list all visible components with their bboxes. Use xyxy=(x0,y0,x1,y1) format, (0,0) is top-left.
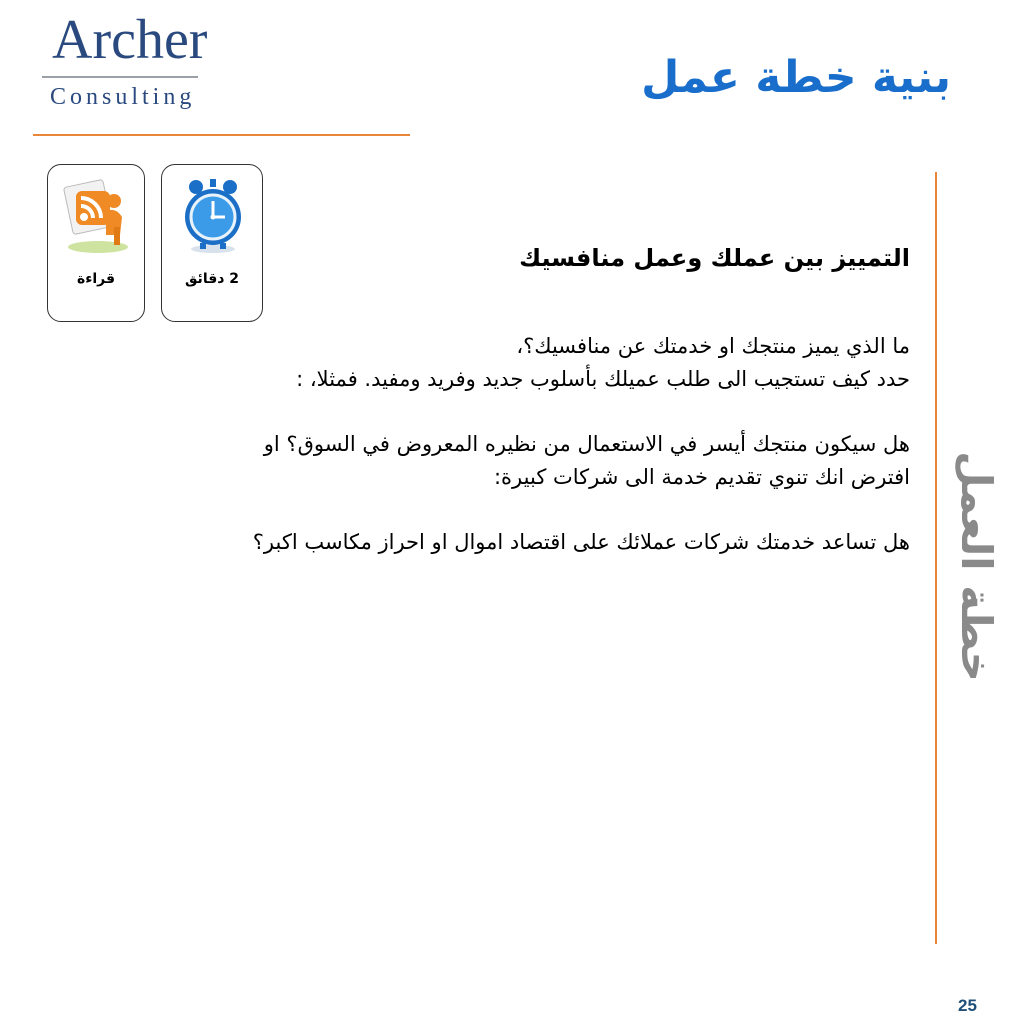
header-rule xyxy=(33,134,410,136)
content-heading: التمييز بين عملك وعمل منافسيك xyxy=(519,244,910,272)
paragraph-1-line-2: حدد كيف تستجيب الى طلب عميلك بأسلوب جديد وفريد ومفيد. فمثلا، : xyxy=(296,367,910,391)
logo-subtitle: Consulting xyxy=(50,84,196,110)
paragraph-3-line-1: هل تساعد خدمتك شركات عملائك على اقتصاد اموال او احراز مكاسب اكبر؟ xyxy=(252,530,910,554)
paragraph-1 xyxy=(40,330,910,396)
paragraph-3 xyxy=(40,526,910,559)
section-side-label xyxy=(951,450,1001,682)
paragraph-2-line-1: هل سيكون منتجك أيسر في الاستعمال من نظيره المعروض في السوق؟ او xyxy=(263,432,910,456)
page-number: 25 xyxy=(958,996,977,1015)
logo-divider xyxy=(42,76,198,78)
archer-consulting-logo xyxy=(42,8,208,118)
paragraph-2 xyxy=(40,428,910,494)
content-body xyxy=(40,238,910,559)
paragraph-2-line-2: افترض انك تنوي تقديم خدمة الى شركات كبيرة: xyxy=(493,465,910,489)
reading-label: قراءة xyxy=(76,271,116,287)
logo-wordmark: Archer xyxy=(52,9,208,71)
section-side-label-text: خطة العمل xyxy=(951,450,1001,682)
duration-label: 2 دقائق xyxy=(184,271,240,287)
side-rule xyxy=(935,172,937,944)
page-title: بنية خطة عمل xyxy=(641,52,951,103)
paragraph-1-line-1: ما الذي يميز منتجك او خدمتك عن منافسيك؟، xyxy=(516,334,910,358)
